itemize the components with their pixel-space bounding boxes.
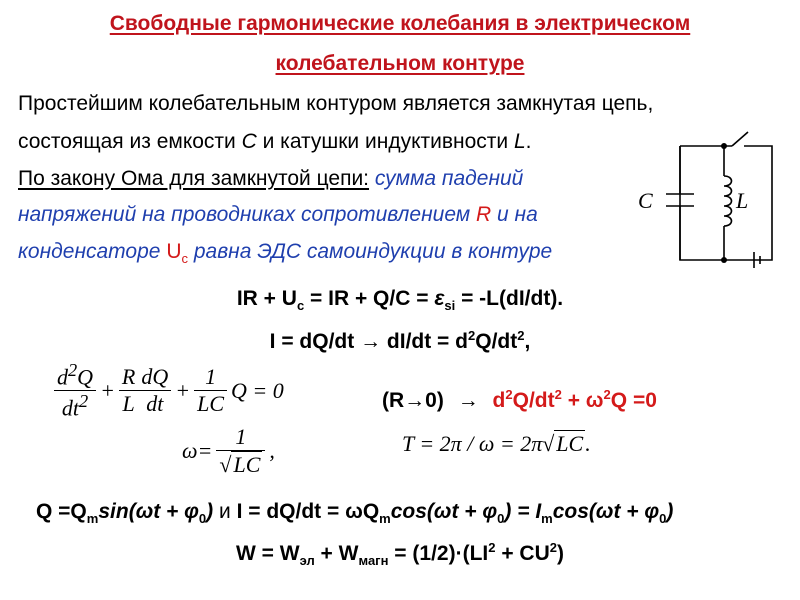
math-fragment: ,	[269, 438, 275, 463]
eq-superscript: 2	[603, 387, 611, 402]
eq-fragment: sin(ωt + φ	[98, 500, 199, 523]
circuit-label-c: C	[638, 188, 653, 213]
text-line-1: Простейшим колебательным контуром является замкнутая цепь,	[18, 92, 654, 115]
text-fragment: равна ЭДС самоиндукции в контуре	[188, 240, 553, 263]
lc-circuit-diagram	[632, 122, 792, 282]
eq-subscript: 0	[659, 511, 667, 527]
voltage-symbol: U	[166, 240, 182, 263]
eq-superscript: 2	[517, 328, 525, 343]
eq-fragment: Q =0	[610, 389, 657, 412]
math-sup: 2	[79, 391, 89, 412]
eq-fragment: Q/dt	[475, 330, 518, 353]
eq-fragment: I = dQ/dt = ωQ	[236, 500, 380, 523]
eq-subscript: m	[379, 511, 391, 527]
eq-fragment: (R→0)	[382, 389, 444, 412]
equation-energy	[0, 540, 800, 568]
fraction-omega	[216, 424, 265, 478]
eq-fragment: Q =Q	[36, 500, 87, 523]
eq-fragment: IR + U	[236, 287, 297, 310]
resistance-symbol: R	[476, 203, 492, 226]
eq-fragment: + CU	[495, 542, 550, 565]
eq-fragment: )	[557, 542, 564, 565]
text-fragment: и на	[491, 203, 538, 226]
equation-undamped	[382, 387, 657, 413]
circuit-label-l: L	[736, 188, 749, 213]
eq-fragment: Q/dt	[512, 389, 555, 412]
math-fragment: Q = 0	[231, 377, 284, 403]
eq-subscript: 0	[198, 511, 207, 527]
eq-fragment: )	[666, 500, 674, 523]
eq-superscript: 2	[554, 387, 562, 402]
equation-lc-ode	[54, 360, 288, 422]
circuit-wire	[680, 146, 772, 260]
eq-fragment: I = dQ/dt → dI/dt = d	[269, 330, 468, 353]
eq-subscript: si	[444, 298, 456, 314]
text-line-2	[18, 130, 532, 154]
inductor-coil	[724, 176, 732, 226]
junction-dot	[721, 257, 727, 263]
math-fragment: d	[57, 364, 68, 390]
switch-blade	[732, 132, 748, 146]
eq-superscript: 2	[488, 540, 496, 555]
eq-subscript: c	[296, 298, 305, 314]
eq-fragment: = IR + Q/C =	[304, 287, 435, 310]
eq-fragment: d	[492, 389, 506, 412]
equation-period	[402, 430, 591, 457]
text-line-5	[18, 240, 552, 266]
eq-fragment: cos(ωt + φ	[552, 500, 660, 523]
sqrt-icon: √	[542, 431, 555, 456]
eq-fragment: + ω	[561, 389, 604, 412]
equation-current-derivative	[0, 328, 800, 354]
eq-subscript: магн	[358, 553, 389, 569]
math-fragment: ω=	[182, 438, 213, 463]
plus-sign: +	[100, 377, 115, 403]
eq-fragment: )	[206, 500, 214, 523]
arrow-icon: →	[457, 389, 479, 412]
eq-superscript: 2	[468, 328, 476, 343]
text-line-4	[18, 203, 538, 227]
page-title-line2: колебательном контуре	[275, 52, 525, 75]
eq-superscript: 2	[505, 387, 513, 402]
text-fragment: состоящая из емкости	[18, 130, 242, 153]
math-fragment: dQ	[138, 364, 171, 391]
voltage-subscript: c	[181, 251, 188, 267]
plus-sign: +	[175, 377, 191, 403]
ohm-law-heading: По закону Ома для замкнутой цепи:	[18, 167, 370, 190]
fraction-r-over-l	[119, 364, 138, 417]
eq-fragment: = -L(dI/dt).	[455, 287, 564, 310]
sqrt-icon: √	[219, 452, 232, 477]
capacitance-symbol: C	[241, 130, 257, 153]
fraction-dq-dt	[138, 364, 171, 417]
math-fragment: LC	[197, 391, 225, 417]
equation-omega	[178, 424, 279, 478]
eq-superscript: 2	[549, 540, 557, 555]
math-fragment: dt	[146, 391, 164, 417]
fraction-second-derivative	[54, 360, 96, 422]
text-fragment: .	[525, 130, 532, 153]
eq-fragment: W = W	[236, 542, 300, 565]
text-line-3	[18, 167, 523, 191]
fraction-one-over-lc	[194, 364, 227, 417]
junction-dot	[721, 143, 727, 149]
math-fragment: LC	[556, 431, 584, 456]
text-fragment: напряжений на проводниках сопротивлением	[18, 203, 476, 226]
eq-fragment: ) = I	[504, 500, 542, 523]
emf-symbol: ε	[434, 287, 445, 310]
equation-ohm-law	[0, 287, 800, 313]
math-fragment: R	[119, 364, 138, 391]
text-fragment: сумма падений	[369, 167, 524, 190]
eq-fragment: и	[213, 500, 237, 523]
eq-subscript: m	[86, 511, 99, 527]
eq-fragment: + W	[314, 542, 359, 565]
text-fragment: конденсаторе	[18, 240, 167, 263]
math-fragment: dt	[61, 395, 79, 421]
eq-subscript: m	[541, 511, 553, 527]
eq-fragment: = (1/2)·(LI	[388, 542, 489, 565]
equation-solution	[36, 500, 673, 526]
text-fragment: и катушки индуктивности	[256, 130, 514, 153]
math-fragment: 1	[216, 424, 265, 451]
math-fragment: .	[585, 431, 591, 456]
math-sup: 2	[68, 360, 78, 380]
inductance-symbol: L	[513, 130, 526, 153]
eq-fragment: ,	[524, 330, 531, 353]
math-fragment: T = 2π / ω = 2π	[402, 431, 543, 456]
eq-subscript: 0	[497, 511, 505, 527]
eq-subscript: эл	[299, 553, 315, 569]
math-fragment: LC	[233, 452, 261, 477]
math-fragment: 1	[194, 364, 227, 391]
page-title-line1: Свободные гармонические колебания в электрическом	[109, 12, 691, 35]
math-fragment: L	[122, 391, 135, 417]
math-fragment: Q	[77, 364, 94, 390]
eq-fragment: cos(ωt + φ	[390, 500, 498, 523]
